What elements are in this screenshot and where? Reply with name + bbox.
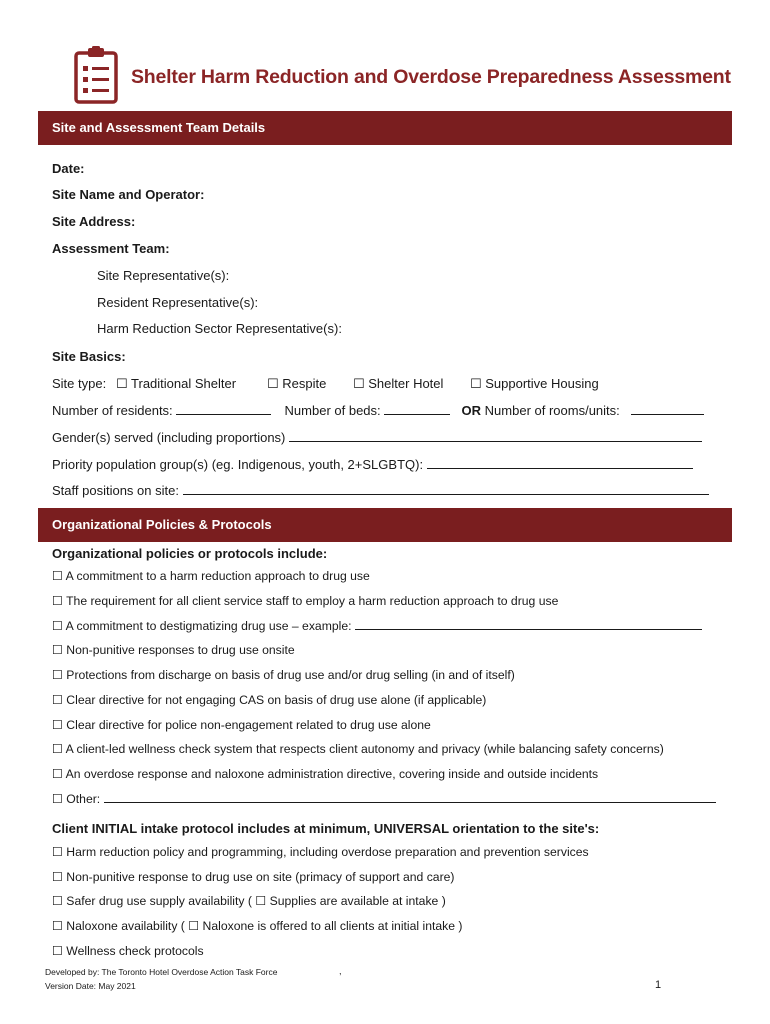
residents-field[interactable] (176, 403, 271, 415)
site-type-supportive-housing-checkbox[interactable]: ☐ Supportive Housing (470, 376, 599, 391)
policy-item[interactable]: ☐ The requirement for all client service staff to employ a harm reduction approach to drug use (52, 594, 559, 608)
site-name-label: Site Name and Operator: (52, 187, 205, 202)
policy-item-label[interactable]: ☐ A commitment to destigmatizing drug use – example: (52, 619, 352, 633)
intake-heading: Client INITIAL intake protocol includes at minimum, UNIVERSAL orientation to the site's: (52, 821, 600, 836)
site-type-respite-checkbox[interactable]: ☐ Respite (267, 376, 327, 391)
policy-item[interactable]: ☐ An overdose response and naloxone administration directive, covering inside and outside incidents (52, 767, 599, 781)
assessment-team-label: Assessment Team: (52, 241, 170, 256)
policy-item[interactable]: ☐ Non-punitive responses to drug use onsite (52, 643, 295, 657)
section-heading-site-details: Site and Assessment Team Details (38, 111, 732, 145)
footer-version-date: Version Date: May 2021 (45, 981, 136, 991)
priority-population-field[interactable] (427, 457, 693, 469)
intake-item[interactable]: ☐ Safer drug use supply availability ( ☐ Supplies are available at intake ) (52, 894, 446, 908)
genders-label: Gender(s) served (including proportions) (52, 430, 286, 445)
or-label: OR (461, 403, 482, 418)
policy-item[interactable]: ☐ Clear directive for not engaging CAS on basis of drug use alone (if applicable) (52, 693, 487, 707)
site-address-label: Site Address: (52, 214, 136, 229)
policies-heading: Organizational policies or protocols include: (52, 546, 328, 561)
site-type-traditional-shelter-checkbox[interactable]: ☐ Traditional Shelter (116, 376, 237, 391)
genders-row (52, 430, 702, 446)
footer-comma: , (339, 966, 342, 976)
policy-item-other (52, 791, 716, 807)
rooms-field[interactable] (631, 403, 704, 415)
harm-reduction-representative-label: Harm Reduction Sector Representative(s): (97, 321, 342, 336)
site-type-shelter-hotel-checkbox[interactable]: ☐ Shelter Hotel (353, 376, 444, 391)
other-policy-field[interactable] (104, 791, 716, 803)
policy-item-label[interactable]: ☐ Other: (52, 792, 101, 806)
residents-beds-row (52, 403, 704, 419)
rooms-label: Number of rooms/units: (484, 403, 620, 418)
site-basics-label: Site Basics: (52, 349, 126, 364)
intake-item[interactable]: ☐ Wellness check protocols (52, 944, 204, 958)
staff-positions-row (52, 483, 709, 499)
staff-positions-field[interactable] (183, 483, 709, 495)
priority-population-row (52, 457, 693, 473)
date-label: Date: (52, 161, 85, 176)
beds-field[interactable] (384, 403, 450, 415)
staff-positions-label: Staff positions on site: (52, 483, 179, 498)
destigmatizing-example-field[interactable] (355, 618, 702, 630)
clipboard-checklist-icon (73, 46, 119, 104)
genders-field[interactable] (289, 430, 702, 442)
residents-label: Number of residents: (52, 403, 173, 418)
intake-item[interactable]: ☐ Naloxone availability ( ☐ Naloxone is offered to all clients at initial intake ) (52, 919, 463, 933)
beds-label: Number of beds: (284, 403, 381, 418)
footer-developed-by: Developed by: The Toronto Hotel Overdose Action Task Force (45, 967, 278, 977)
resident-representative-label: Resident Representative(s): (97, 295, 259, 310)
policy-item[interactable]: ☐ Protections from discharge on basis of drug use and/or drug selling (in and of itself) (52, 668, 515, 682)
site-representative-label: Site Representative(s): (97, 268, 230, 283)
policy-item[interactable]: ☐ A commitment to a harm reduction approach to drug use (52, 569, 370, 583)
policy-item-destigmatizing (52, 618, 702, 634)
site-type-label: Site type: (52, 376, 107, 391)
policy-item[interactable]: ☐ Clear directive for police non-engagement related to drug use alone (52, 718, 431, 732)
document-title: Shelter Harm Reduction and Overdose Preparedness Assessment (131, 66, 731, 88)
policy-item[interactable]: ☐ A client-led wellness check system that respects client autonomy and privacy (while balancing safety concerns) (52, 742, 664, 756)
intake-item[interactable]: ☐ Non-punitive response to drug use on site (primacy of support and care) (52, 870, 455, 884)
intake-item[interactable]: ☐ Harm reduction policy and programming, including overdose preparation and prevention services (52, 845, 589, 859)
page-number: 1 (655, 979, 662, 991)
section-heading-policies: Organizational Policies & Protocols (38, 508, 732, 542)
priority-population-label: Priority population group(s) (eg. Indigenous, youth, 2+SLGBTQ): (52, 457, 424, 472)
